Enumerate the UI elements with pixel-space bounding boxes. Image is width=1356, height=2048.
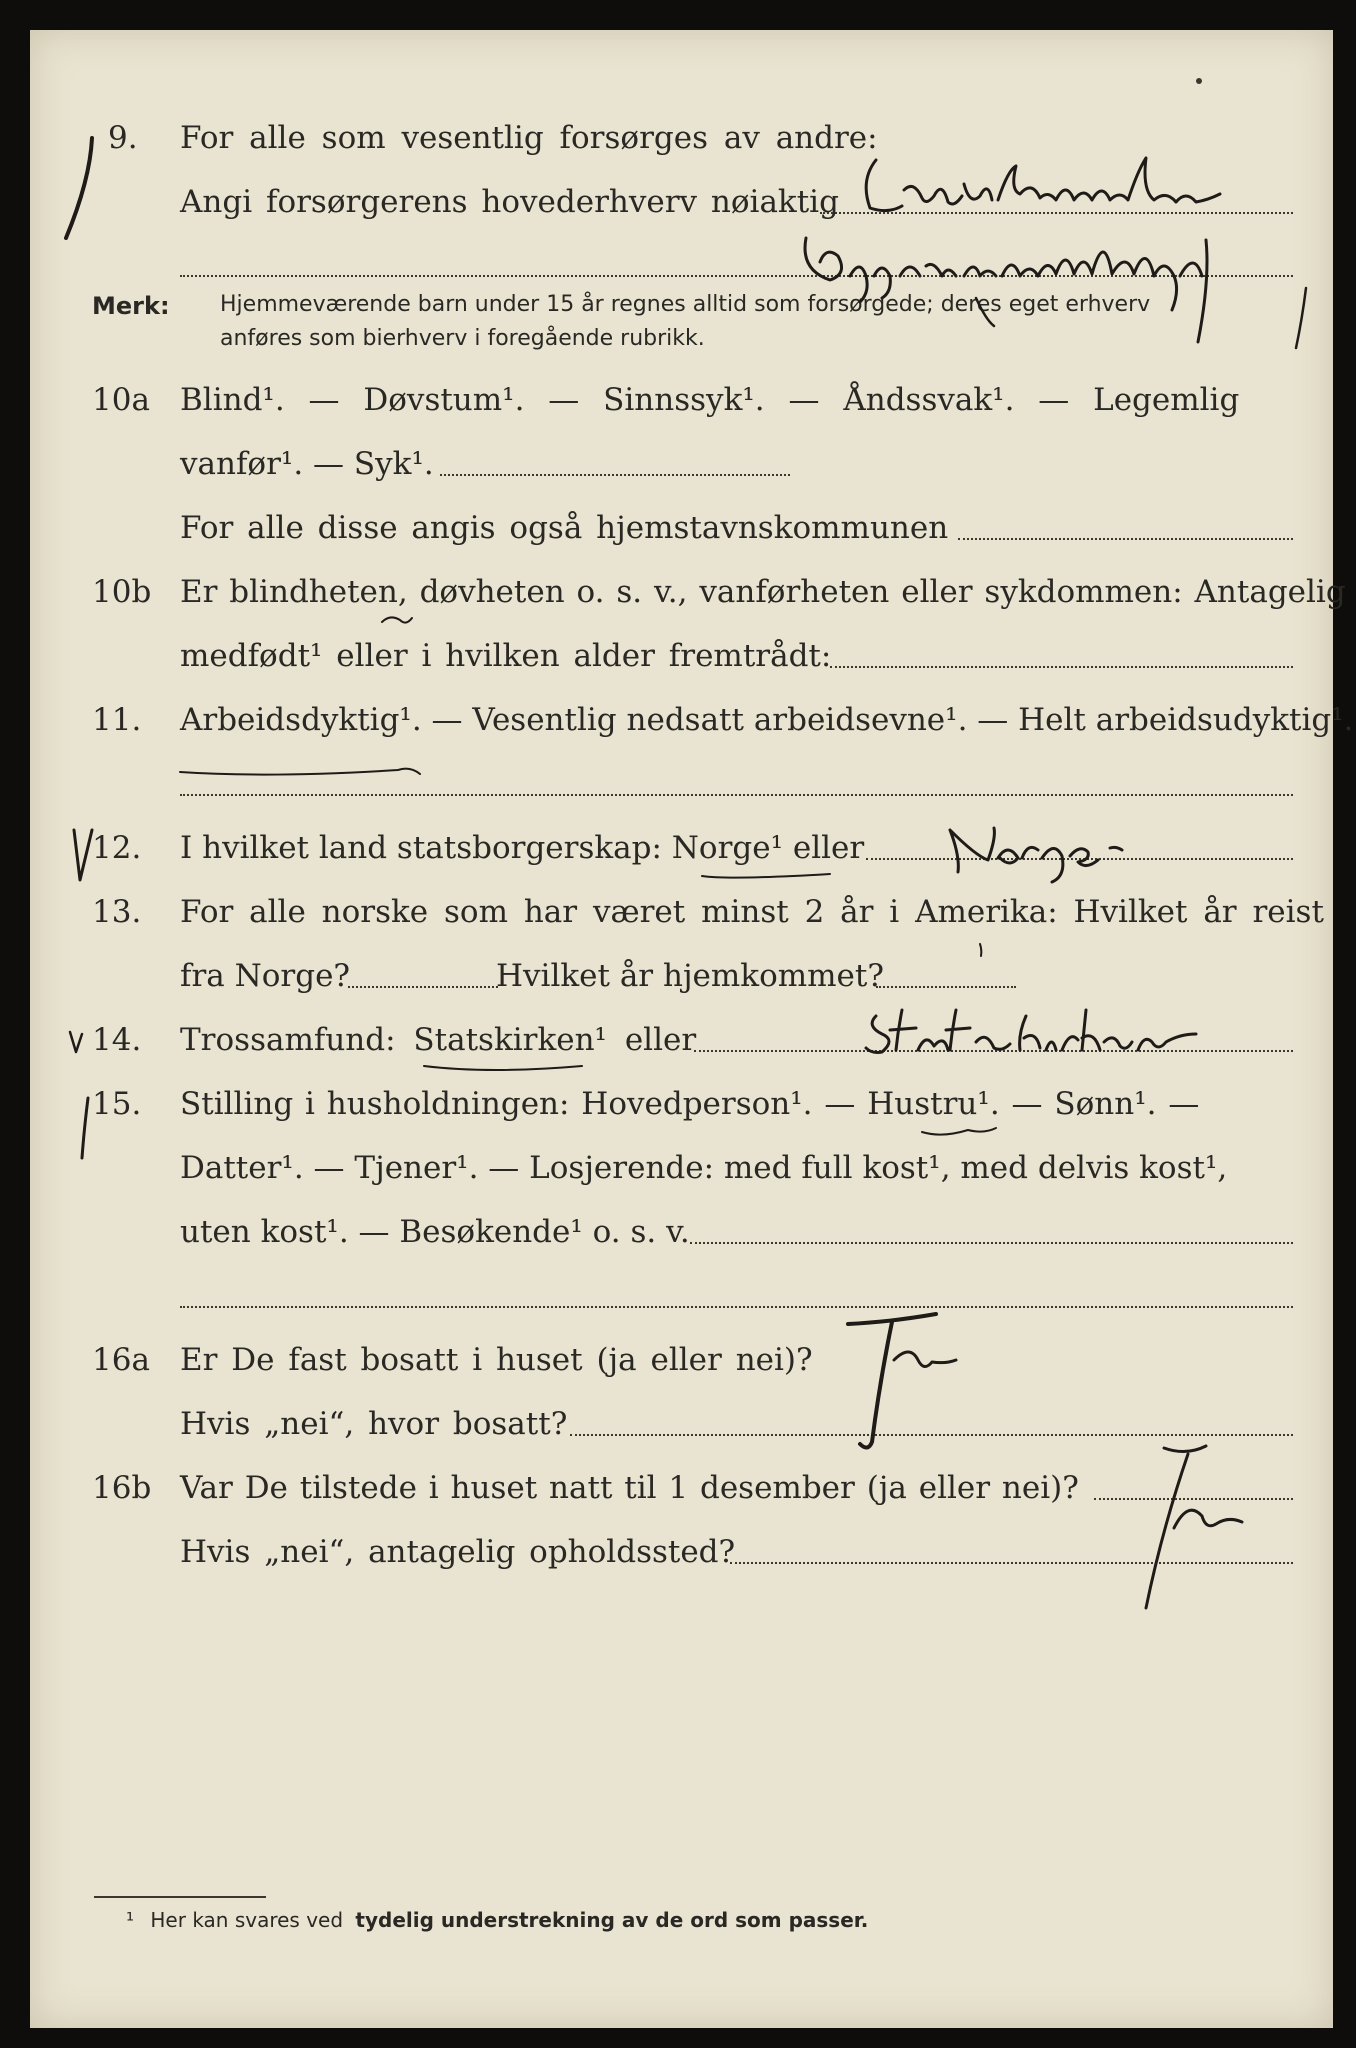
handwriting-scribble bbox=[976, 288, 1306, 348]
q10a-line2: vanfør¹. — Syk¹. bbox=[180, 446, 434, 482]
q15-line3: uten kost¹. — Besøkende¹ o. s. v. bbox=[180, 1214, 690, 1250]
handwritten-answer-q14 bbox=[866, 1010, 1196, 1053]
q9-number: 9. bbox=[108, 120, 138, 156]
q11-number: 11. bbox=[92, 702, 142, 738]
underline-hustru bbox=[922, 1128, 996, 1135]
underline-statskirken bbox=[424, 1066, 582, 1070]
check-mark-q15 bbox=[82, 1098, 88, 1158]
q9-line1: For alle som vesentlig forsørges av andre: bbox=[180, 120, 878, 156]
check-mark-q9 bbox=[66, 138, 92, 238]
q10a-line3: For alle disse angis også hjemstavnskommunen bbox=[180, 510, 949, 546]
q14-line1: Trossamfund: Statskirken¹ eller bbox=[180, 1022, 697, 1058]
ink-tick-q13 bbox=[980, 944, 981, 956]
q12-number: 12. bbox=[92, 830, 142, 866]
q15-number: 15. bbox=[92, 1086, 142, 1122]
q16a-number: 16a bbox=[92, 1342, 150, 1378]
check-mark-q14 bbox=[70, 1032, 82, 1052]
q13-line1: For alle norske som har været minst 2 år i Amerika: Hvilket år reist bbox=[180, 894, 1324, 930]
handwriting-layer bbox=[30, 30, 1333, 2028]
merk-line1: Hjemmeværende barn under 15 år regnes alltid som forsørgede; deres eget erhverv bbox=[220, 292, 1151, 317]
q16b-line2: Hvis „nei“, antagelig opholdssted? bbox=[180, 1534, 736, 1570]
q12-line1: I hvilket land statsborgerskap: Norge¹ eller bbox=[180, 830, 865, 866]
handwritten-answer-q9-line1 bbox=[866, 158, 1220, 211]
q16a-line2: Hvis „nei“, hvor bosatt? bbox=[180, 1406, 568, 1442]
q10b-line2: medfødt¹ eller i hvilken alder fremtrådt: bbox=[180, 638, 832, 674]
q9-line2: Angi forsørgerens hovederhverv nøiaktig bbox=[180, 184, 839, 220]
q10b-line1: Er blindheten, døvheten o. s. v., vanførheten eller sykdommen: Antagelig bbox=[180, 574, 1346, 610]
q15-line1: Stilling i husholdningen: Hovedperson¹. — Hustru¹. — Sønn¹. — bbox=[180, 1086, 1200, 1122]
q16b-number: 16b bbox=[92, 1470, 152, 1506]
q13-number: 13. bbox=[92, 894, 142, 930]
q14-number: 14. bbox=[92, 1022, 142, 1058]
q16a-line1: Er De fast bosatt i huset (ja eller nei)? bbox=[180, 1342, 813, 1378]
underline-arbeidsdyktig bbox=[180, 769, 420, 775]
q16b-line1: Var De tilstede i huset natt til 1 desember (ja eller nei)? bbox=[180, 1470, 1079, 1506]
underline-mark-q10b bbox=[382, 617, 412, 622]
handwritten-answer-q9-line2 bbox=[805, 238, 1207, 342]
census-form-page bbox=[30, 30, 1354, 2028]
footnote-text-bold: tydelig understrekning av de ord som passer. bbox=[355, 1908, 869, 1932]
footnote-text-plain: Her kan svares ved bbox=[150, 1908, 344, 1932]
merk-label: Merk: bbox=[92, 292, 170, 320]
q11-line1: Arbeidsdyktig¹. — Vesentlig nedsatt arbeidsevne¹. — Helt arbeidsudyktig¹. bbox=[180, 702, 1354, 738]
merk-line2: anføres som bierhverv i foregående rubrikk. bbox=[220, 326, 705, 351]
footnote-marker: ¹ bbox=[126, 1908, 135, 1932]
q13-line2b: Hvilket år hjemkommet? bbox=[496, 958, 884, 994]
q10a-number: 10a bbox=[92, 382, 150, 418]
underline-norge bbox=[702, 874, 830, 878]
check-mark-q12 bbox=[74, 830, 92, 880]
handwritten-answer-q16a bbox=[848, 1314, 936, 1448]
q10b-number: 10b bbox=[92, 574, 152, 610]
q15-line2: Datter¹. — Tjener¹. — Losjerende: med full kost¹, med delvis kost¹, bbox=[180, 1150, 1228, 1186]
q10a-line1: Blind¹. — Døvstum¹. — Sinnssyk¹. — Åndssvak¹. — Legemlig bbox=[180, 382, 1240, 418]
q13-line2a: fra Norge? bbox=[180, 958, 351, 994]
handwritten-answer-q12 bbox=[950, 828, 1122, 882]
